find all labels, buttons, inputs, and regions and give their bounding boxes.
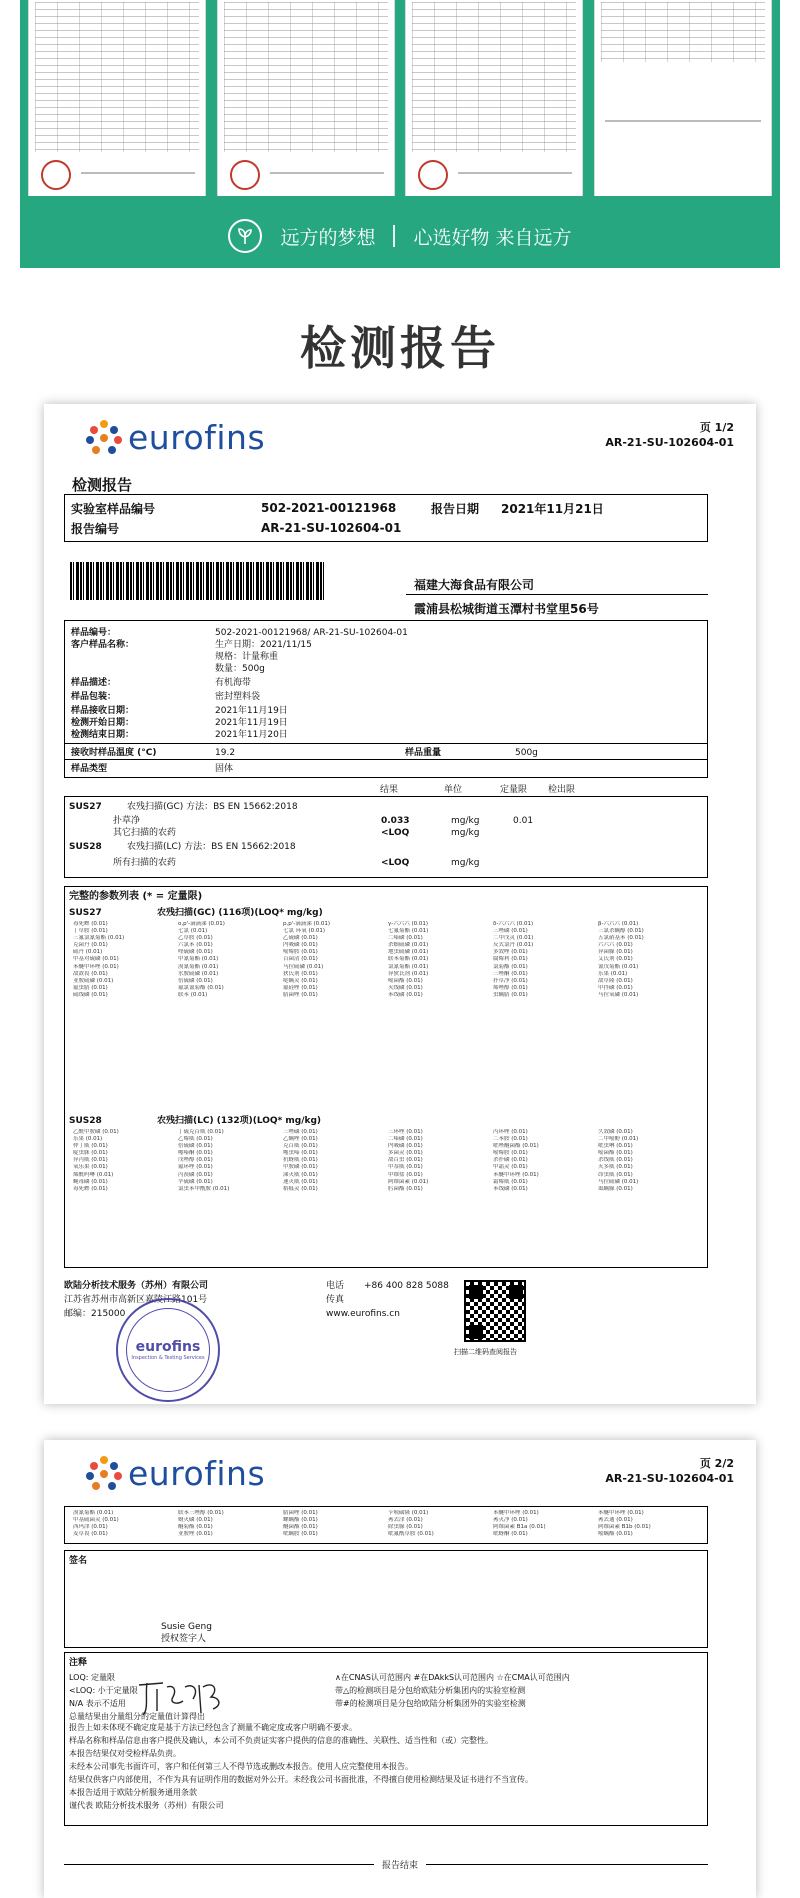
param-item: 仲丁威 (0.01)	[73, 1143, 108, 1150]
note-line: LOQ: 定量限	[69, 1673, 116, 1682]
param-item: 嘧螨酯 (0.01)	[598, 1531, 633, 1538]
param-item: 七氯 环氧 (0.01)	[283, 928, 326, 935]
param-item: 联苯三唑醇 (0.01)	[178, 1510, 224, 1516]
param-item: 阿维菌素 B1a (0.01)	[493, 1524, 546, 1531]
notes-body	[69, 1721, 533, 1812]
sus28-list-title: 农残扫描(LC) (132项)(LOQ* mg/kg)	[157, 1116, 322, 1126]
page-number	[605, 1456, 734, 1486]
note-line: 未经本公司事先书面许可，客户和任何第三人不得节选或删改本报告。使用人应完整使用本报告。	[69, 1762, 413, 1771]
note-line: ∧在CNAS认可范围内 #在DAkkS认可范围内 ☆在CMA认可范围内	[335, 1673, 570, 1682]
page-label: 页 2/2	[699, 1457, 734, 1470]
sus27-list-title: 农残扫描(GC) (116项)(LOQ* mg/kg)	[157, 908, 323, 918]
col-unit: 单位	[444, 785, 463, 795]
end-label: 检测结束日期：	[71, 730, 135, 740]
param-item: 嘧霉胺 (0.01)	[493, 1150, 528, 1157]
param-item: 烯酰吗啉 (0.01)	[73, 1171, 114, 1178]
stamp-icon	[418, 160, 448, 190]
note-line: N/A 表示不适用	[69, 1699, 126, 1708]
param-item: 异狄氏剂 (0.01)	[388, 970, 429, 977]
report-end-text: 报告结束	[374, 1861, 426, 1871]
result-value: 0.033	[381, 816, 410, 826]
param-item: 杀线威 (0.01)	[598, 1157, 633, 1164]
param-item: 吡氟酰草胺 (0.01)	[388, 1531, 434, 1538]
col-loq: 定量限	[500, 785, 528, 795]
sign-label: 签名	[69, 1556, 88, 1566]
result-loq: 0.01	[513, 816, 534, 826]
leaf-icon	[228, 219, 262, 253]
result-value: <LOQ	[381, 828, 410, 838]
document-title: 检测报告	[72, 476, 133, 494]
sus28-param-grid	[73, 1129, 699, 1193]
recv-label: 样品接收日期：	[71, 706, 135, 716]
note-line: 带△的检测项目是分包给欧陆分析集团内的实验室检测	[335, 1686, 526, 1695]
param-item: 乙螨唑 (0.01)	[283, 1136, 318, 1143]
param-item: 七氯 (0.01)	[178, 928, 208, 935]
param-item: 毒死蜱 (0.01)	[73, 1185, 108, 1192]
param-item: 反式氯丹 (0.01)	[493, 942, 534, 949]
param-item: 二嗪磷 (0.01)	[388, 935, 423, 942]
report-thumbnail[interactable]	[405, 0, 583, 196]
param-item: 苯醚甲环唑 (0.01)	[73, 963, 119, 970]
page-label: 页 1/2	[699, 421, 734, 434]
notes-right	[335, 1671, 570, 1710]
param-item: 多菌灵 (0.01)	[388, 1150, 423, 1157]
temp-label: 接收时样品温度 (°C)	[71, 748, 157, 758]
param-item: 西玛津 (0.01)	[73, 1524, 108, 1531]
results-box	[64, 796, 708, 878]
end-date: 2021年11月20日	[215, 730, 288, 740]
result-name: 其它扫描的农药	[113, 828, 177, 838]
param-item: 艾氏剂 (0.01)	[598, 956, 633, 963]
note-line: 谨代表 欧陆分析技术服务（苏州）有限公司	[69, 1801, 224, 1810]
tel-value: +86 400 828 5088	[364, 1281, 449, 1291]
param-item: 灭线磷 (0.01)	[388, 984, 423, 991]
note-line: 带#的检测项目是分包给欧陆分析集团外的实验室检测	[335, 1699, 526, 1708]
param-item: β-六六六 (0.01)	[598, 921, 639, 927]
temp-value: 19.2	[215, 748, 236, 758]
param-item: 异菌脲 (0.01)	[598, 949, 633, 956]
param-item: 乐果 (0.01)	[598, 970, 628, 977]
param-item: 乙草胺 (0.01)	[178, 935, 213, 942]
param-item: 马拉氧磷 (0.01)	[598, 991, 639, 998]
qr-code-icon[interactable]	[464, 1280, 526, 1342]
param-item: 三氟氯氰菊酯 (0.01)	[73, 935, 125, 942]
param-item: 稻瘟灵 (0.01)	[283, 1185, 318, 1192]
param-item: 乐果 (0.01)	[73, 1136, 103, 1143]
sample-info-box	[64, 620, 708, 778]
param-item: 醚菌酯 (0.01)	[283, 1524, 318, 1531]
param-item: 醚菊酯 (0.01)	[178, 1524, 213, 1531]
param-item: 甲萘威 (0.01)	[388, 1164, 423, 1171]
param-item: 霜霉威 (0.01)	[493, 1178, 528, 1185]
param-item: 溴氰菊酯 (0.01)	[73, 1510, 114, 1516]
lab-sample-no: 502-2021-00121968	[261, 501, 397, 515]
page-number	[605, 420, 734, 450]
param-item: p,p'-滴滴涕 (0.01)	[283, 921, 331, 927]
param-title: 完整的参数列表 (* = 定量限)	[69, 891, 203, 902]
param-item: 虫螨腈 (0.01)	[493, 991, 528, 998]
param-item: 丙环唑 (0.01)	[493, 1129, 528, 1135]
param-item: 乙酰甲胺磷 (0.01)	[73, 1129, 119, 1135]
report-thumbnail[interactable]	[594, 0, 772, 196]
param-item: 辛硫磷 (0.01)	[178, 1178, 213, 1185]
param-item: 联苯 (0.01)	[178, 991, 208, 998]
type-value: 固体	[215, 764, 234, 774]
param-item: 吡蚜酮 (0.01)	[493, 1531, 528, 1538]
report-date-label: 报告日期	[431, 501, 480, 516]
type-label: 样品类型	[71, 764, 108, 774]
result-unit: mg/kg	[451, 816, 480, 826]
slogan-left: 远方的梦想	[280, 226, 376, 249]
param-item: 氟氯氰菊酯 (0.01)	[178, 984, 224, 991]
report-code: AR-21-SU-102604-01	[605, 436, 734, 449]
param-item: 腐霉利 (0.01)	[493, 956, 528, 963]
param-item: 麦草畏 (0.01)	[73, 1531, 108, 1538]
sus28-code: SUS28	[69, 842, 102, 852]
param-item: 噻虫嗪 (0.01)	[283, 1150, 318, 1157]
param-item: 蝇毒磷 (0.01)	[73, 1178, 108, 1185]
param-item: 抗蚜威 (0.01)	[283, 1157, 318, 1164]
param-item: 马拉硫磷 (0.01)	[283, 963, 324, 970]
stamp-icon	[230, 160, 260, 190]
param-continuation-box	[64, 1506, 708, 1544]
company-name: 福建大海食品有限公司	[414, 578, 535, 592]
param-item: 丙溴磷 (0.01)	[178, 1171, 213, 1178]
note-line: 本报告结果仅对受检样品负责。	[69, 1749, 181, 1758]
param-item: 硫丹 (0.01)	[73, 949, 103, 956]
param-item: 喹硫磷 (0.01)	[178, 949, 213, 956]
col-result: 结果	[380, 785, 399, 795]
param-item: 哒螨灵 (0.01)	[283, 977, 318, 984]
param-item: 三环唑 (0.01)	[388, 1129, 423, 1135]
company-address: 霞浦县松城街道玉潭村书堂里56号	[414, 602, 599, 616]
param-item: 扑草净 (0.01)	[493, 977, 528, 984]
notes-box	[64, 1652, 708, 1826]
param-item: 二嗪磷 (0.01)	[388, 1136, 423, 1143]
param-item: 甲氰菊酯 (0.01)	[178, 956, 219, 963]
param-item: 苯线磷 (0.01)	[388, 991, 423, 998]
param-item: 内吸磷 (0.01)	[283, 942, 318, 949]
param-item: 毒死蜱 (0.01)	[73, 921, 108, 927]
report-end	[44, 1858, 756, 1871]
param-item: 氟环唑 (0.01)	[178, 1164, 213, 1171]
param-item: 内吸磷 (0.01)	[388, 1143, 423, 1150]
eurofins-logo-icon	[86, 420, 122, 456]
param-item: 氧乐果 (0.01)	[73, 1164, 108, 1171]
weight-value: 500g	[515, 748, 538, 758]
param-item: 氰戊菊酯 (0.01)	[598, 963, 639, 970]
param-item: 七氟菊酯 (0.01)	[388, 928, 429, 935]
lab-sample-no-label: 实验室样品编号	[71, 501, 156, 516]
sus27-method: 农残扫描(GC) 方法：BS EN 15662:2018	[127, 802, 298, 812]
barcode	[70, 562, 326, 600]
param-item: 六氯苯 (0.01)	[178, 942, 213, 949]
param-item: 硫线磷 (0.01)	[73, 991, 108, 998]
param-item: 肟菌酯 (0.01)	[388, 1185, 423, 1192]
note-line: <LOQ: 小于定量限	[69, 1686, 138, 1695]
result-name: 所有扫描的农药	[113, 858, 177, 868]
param-item: 敌百虫 (0.01)	[388, 1157, 423, 1164]
lab-name: 欧陆分析技术服务（苏州）有限公司	[64, 1281, 209, 1291]
sample-pack: 密封塑料袋	[215, 692, 261, 702]
note-line: 样品名称和样品信息由客户提供及确认，本公司不负责证实客户提供的信息的准确性、关联性、适当性和（或）完整性。	[69, 1736, 493, 1745]
sus28-list-code: SUS28	[69, 1116, 102, 1126]
param-item: 莠去通 (0.01)	[598, 1517, 633, 1524]
param-item: 溴氰菊酯 (0.01)	[178, 963, 219, 970]
report-thumbnail[interactable]	[28, 0, 206, 196]
param-item: 三唑磷 (0.01)	[493, 928, 528, 935]
param-item: 嘧菌酯 (0.01)	[388, 977, 423, 984]
report-page-1	[44, 404, 756, 1404]
param-item: 吡螨胺 (0.01)	[283, 1531, 318, 1538]
website[interactable]: www.eurofins.cn	[326, 1309, 400, 1319]
param-item: 敌草隆 (0.01)	[598, 977, 633, 984]
stamp-icon	[41, 160, 71, 190]
param-item: 杀扑磷 (0.01)	[493, 1157, 528, 1164]
logo-text: eurofins	[128, 1454, 266, 1493]
note-line: 结果仅供客户内部使用，不作为具有证明作用的数据对外公开。未经我公司书面批准，不得擅自使用检测结果及证书进行不当宣传。	[69, 1775, 533, 1784]
param-item: 亚胺硫磷 (0.01)	[73, 977, 114, 984]
param-item: 倍硫磷 (0.01)	[178, 977, 213, 984]
param-item: 苯醚甲环唑 (0.01)	[493, 1171, 539, 1178]
param-item: 乙霉威 (0.01)	[178, 1136, 213, 1143]
slogan	[20, 216, 780, 256]
param-item: 灭多威 (0.01)	[598, 1164, 633, 1171]
col-lod: 检出限	[548, 785, 576, 795]
param-item: 狄氏剂 (0.01)	[283, 970, 318, 977]
eurofins-logo	[86, 418, 265, 457]
note-line: 本报告适用于欧陆分析服务通用条款	[69, 1788, 197, 1797]
logo-text: eurofins	[128, 418, 266, 457]
param-item: 克菌丹 (0.01)	[73, 942, 108, 949]
pack-label: 样品包装：	[71, 692, 117, 702]
continuation-param-grid	[73, 1510, 699, 1538]
fax-label: 传真	[326, 1295, 345, 1305]
tel-label: 电话	[326, 1281, 345, 1291]
param-item: 异丙威 (0.01)	[73, 1157, 108, 1164]
param-item: 二苯胺 (0.01)	[493, 1136, 528, 1143]
param-item: 莠去津 (0.01)	[388, 1517, 423, 1524]
note-line: 总量结果由分量组分的定量值计算得出	[69, 1712, 205, 1721]
param-item: 甲霜灵 (0.01)	[493, 1164, 528, 1171]
param-item: o,p'-滴滴涕 (0.01)	[178, 921, 225, 927]
result-name: 扑草净	[113, 816, 141, 826]
param-item: 茚虫威 (0.01)	[598, 1171, 633, 1178]
seal-subtext: Inspection & Testing Services	[131, 1355, 205, 1361]
report-code: AR-21-SU-102604-01	[605, 1472, 734, 1485]
signature-box	[64, 1550, 708, 1648]
param-item: 苯线磷 (0.01)	[493, 1185, 528, 1192]
param-item: 丁硫克百威 (0.01)	[178, 1129, 224, 1135]
param-item: 啶虫脒 (0.01)	[73, 1150, 108, 1157]
param-item: 噻嗪酮 (0.01)	[178, 1150, 213, 1157]
report-page-2	[44, 1440, 756, 1898]
report-date: 2021年11月21日	[501, 501, 604, 516]
param-item: 克百威 (0.01)	[283, 1143, 318, 1150]
section-title: 检测报告	[300, 321, 500, 375]
desc-label: 样品描述：	[71, 678, 117, 688]
param-item: 倍硫磷 (0.01)	[178, 1143, 213, 1150]
production-date: 生产日期：2021/11/15	[215, 640, 312, 650]
param-item: 氯菊酯 (0.01)	[493, 963, 528, 970]
param-item: 莠灭净 (0.01)	[493, 1517, 528, 1524]
sample-no: 502-2021-00121968/ AR-21-SU-102604-01	[215, 628, 408, 638]
param-item: 三氯杀螨醇 (0.01)	[598, 928, 644, 935]
param-item: 丁草胺 (0.01)	[73, 928, 108, 935]
eurofins-logo	[86, 1454, 265, 1493]
report-thumbnails	[28, 0, 772, 196]
result-unit: mg/kg	[451, 858, 480, 868]
param-item: 甲基硫菌灵 (0.01)	[73, 1517, 119, 1524]
sus27-list-code: SUS27	[69, 908, 102, 918]
param-item: 敌敌畏 (0.01)	[73, 970, 108, 977]
param-item: 百菌清 (0.01)	[283, 956, 318, 963]
parameter-list-box	[64, 886, 708, 1268]
param-item: 嘧菌酯 (0.01)	[598, 1150, 633, 1157]
report-thumbnail[interactable]	[217, 0, 395, 196]
param-item: 戊唑醇 (0.01)	[178, 1157, 213, 1164]
lab-address: 江苏省苏州市高新区嘉陵江路101号	[64, 1295, 208, 1305]
param-item: 烯唑醇 (0.01)	[493, 984, 528, 991]
param-item: 氯氰菊酯 (0.01)	[388, 963, 429, 970]
param-item: 氯虫苯甲酰胺 (0.01)	[178, 1185, 230, 1192]
param-item: 阿维菌素 B1b (0.01)	[598, 1524, 651, 1531]
sample-no-label: 样品编号：	[71, 628, 117, 638]
param-item: 蚜灭磷 (0.01)	[178, 1517, 213, 1524]
divider	[393, 225, 395, 247]
param-item: 多效唑 (0.01)	[493, 949, 528, 956]
param-item: 水胺硫磷 (0.01)	[178, 970, 219, 977]
param-item: 甲拌磷 (0.01)	[598, 984, 633, 991]
note-line: 报告上如未体现不确定度是基于方法已经包含了测量不确定度或客户明确不要求。	[69, 1723, 357, 1732]
param-item: 三唑酮 (0.01)	[493, 970, 528, 977]
param-item: 地虫硫磷 (0.01)	[388, 949, 429, 956]
param-item: 腈菌唑 (0.01)	[283, 1510, 318, 1516]
result-value: <LOQ	[381, 858, 410, 868]
recv-date: 2021年11月19日	[215, 706, 288, 716]
company-seal	[116, 1298, 220, 1402]
notes-left	[69, 1671, 205, 1723]
report-no-label: 报告编号	[71, 521, 120, 536]
top-banner	[20, 0, 780, 268]
quantity: 数量：500g	[215, 664, 265, 674]
signer-title: 授权签字人	[161, 1634, 207, 1644]
lab-zip: 邮编：215000	[64, 1309, 126, 1319]
param-item: 杀螟硫磷 (0.01)	[388, 942, 429, 949]
param-item: 甲维盐 (0.01)	[388, 1171, 423, 1178]
result-unit: mg/kg	[451, 828, 480, 838]
header-table	[64, 494, 708, 542]
param-item: 马拉硫磷 (0.01)	[598, 1178, 639, 1185]
param-item: 氟虫腈 (0.01)	[73, 984, 108, 991]
param-item: 久效磷 (0.01)	[598, 1129, 633, 1135]
param-item: 亚胺唑 (0.01)	[178, 1531, 213, 1538]
sus27-param-grid	[73, 921, 699, 999]
param-item: 甲基对硫磷 (0.01)	[73, 956, 119, 963]
param-item: 吡唑醚菌酯 (0.01)	[493, 1143, 539, 1150]
slogan-right: 心选好物 来自远方	[413, 226, 572, 249]
seal-text: eurofins	[135, 1339, 201, 1355]
start-label: 检测开始日期：	[71, 718, 135, 728]
param-item: 乙硫磷 (0.01)	[283, 935, 318, 942]
sus27-code: SUS27	[69, 802, 102, 812]
param-item: 六六六 (0.01)	[598, 942, 633, 949]
weight-label: 样品重量	[405, 748, 442, 758]
client-sample-label: 客户样品名称：	[71, 640, 135, 650]
param-item: δ-六六六 (0.01)	[493, 921, 534, 927]
param-item: 虱螨脲 (0.01)	[598, 1185, 633, 1192]
param-item: 二甲戊灵 (0.01)	[493, 935, 534, 942]
param-item: 吡虫啉 (0.01)	[598, 1143, 633, 1150]
param-item: 阿维菌素 (0.01)	[388, 1178, 429, 1185]
notes-label: 注释	[69, 1658, 88, 1668]
report-no: AR-21-SU-102604-01	[261, 521, 402, 535]
param-item: 嘧霉胺 (0.01)	[283, 949, 318, 956]
param-item: 联苯菊酯 (0.01)	[388, 956, 429, 963]
param-item: 二甲嘧酚 (0.01)	[598, 1136, 639, 1143]
sus28-method: 农残扫描(LC) 方法：BS EN 15662:2018	[127, 842, 296, 852]
eurofins-logo-icon	[86, 1456, 122, 1492]
param-item: 除虫脲 (0.01)	[388, 1524, 423, 1531]
param-item: 涕灭威 (0.01)	[283, 1171, 318, 1178]
qr-caption: 扫描二维码查阅报告	[454, 1348, 517, 1356]
param-item: 苯醚甲环唑 (0.01)	[493, 1510, 539, 1516]
specification: 规格：计量称重	[215, 652, 279, 662]
sample-desc: 有机海带	[215, 678, 252, 688]
param-item: 速灭威 (0.01)	[283, 1178, 318, 1185]
param-item: 苯醚甲环唑 (0.01)	[598, 1510, 644, 1516]
start-date: 2021年11月19日	[215, 718, 288, 728]
param-item: γ-六六六 (0.01)	[388, 921, 429, 927]
param-item: 五氯硝基苯 (0.01)	[598, 935, 644, 942]
param-item: 三唑磷 (0.01)	[283, 1129, 318, 1135]
param-item: 氟硅唑 (0.01)	[283, 984, 318, 991]
signer-name: Susie Geng	[161, 1622, 212, 1632]
param-item: 螺螨酯 (0.01)	[283, 1517, 318, 1524]
param-item: 甲胺磷 (0.01)	[283, 1164, 318, 1171]
param-item: 苄嘧磺隆 (0.01)	[388, 1510, 429, 1516]
param-item: 腈菌唑 (0.01)	[283, 991, 318, 998]
